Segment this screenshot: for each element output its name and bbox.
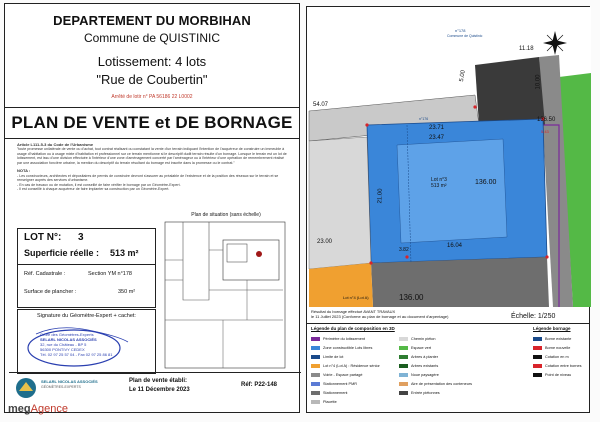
legend-swatch bbox=[399, 382, 408, 386]
signature-title: Signature du Géomètre-Expert + cachet: bbox=[37, 313, 136, 319]
legend-swatch bbox=[311, 364, 320, 368]
legend-label: Périmètre du lotissement bbox=[323, 336, 365, 341]
legend-swatch bbox=[399, 373, 408, 377]
company-logo-icon bbox=[15, 377, 37, 399]
date-label: Plan de vente établi: bbox=[129, 378, 188, 384]
legend-label: Zone constructible Lots libres bbox=[323, 345, 373, 350]
lot-3-constructible-zone bbox=[397, 139, 507, 243]
company-sub: GÉOMÈTRES-EXPERTS bbox=[41, 385, 81, 389]
commune-title: Commune de QUISTINIC bbox=[83, 31, 221, 45]
bornage-note-2: le 11 Juillet 2023 (Conforme au plan de bornage et au document d'arpentage) bbox=[311, 314, 449, 319]
dimension-3-82: 3.82 bbox=[399, 247, 409, 253]
legend-item bbox=[399, 379, 529, 388]
lot-3-label: Lot n°3 bbox=[431, 177, 447, 183]
legend-swatch bbox=[533, 364, 542, 368]
bornage-note-1: Résultat du bornage effectué AVANT TRAVAUX bbox=[311, 309, 396, 314]
divider bbox=[5, 138, 299, 139]
legend-item bbox=[533, 343, 589, 352]
divider bbox=[9, 372, 301, 373]
dimension-23-71: 23.71 bbox=[429, 125, 445, 131]
lot-3-area-label: 513 m² bbox=[431, 183, 447, 189]
legend-swatch bbox=[311, 382, 320, 386]
legend-label: Espace vert bbox=[411, 345, 432, 350]
divider bbox=[18, 264, 155, 265]
legend-label: Voirie - Espace partagé bbox=[323, 372, 363, 377]
legend-label: Cotation entre bornes bbox=[545, 363, 582, 368]
stamp-text bbox=[40, 332, 113, 357]
divider bbox=[5, 107, 299, 108]
lotissement-title: Lotissement: 4 lots bbox=[97, 54, 207, 69]
department-title: DEPARTEMENT DU MORBIHAN bbox=[53, 13, 251, 28]
dimension-5-43: 5.43 bbox=[541, 129, 549, 134]
legend-label: Stationnement PMR bbox=[323, 381, 357, 386]
legend-item bbox=[311, 388, 395, 397]
legend-swatch bbox=[399, 346, 408, 350]
signature-box bbox=[17, 309, 156, 374]
boundary-marker bbox=[369, 261, 372, 264]
nota-1: - Les constructeurs, architectes et dépositaires de permis de construire devront s'assurer au préalable de l'existence et de la position des réseaux sur le terrain et se renseigner auprès des services d'urbanisme. bbox=[17, 173, 279, 183]
nota-3: - Il est conseillé à chaque acquéreur de faire implanter sa construction par un Géomètre-Expert. bbox=[17, 187, 170, 192]
superficie-value: 513 m² bbox=[110, 248, 139, 258]
legend-item bbox=[311, 397, 395, 406]
legal-article: Article L111-5-3 du Code de l'Urbanisme bbox=[17, 142, 94, 147]
dimension-136-50: 136.50 bbox=[537, 117, 556, 123]
legal-paragraph: "toute promesse unilatérale de vente ou d'achat, tout contrat réalisant ou constatant la vente d'un terrain indiquant l'intention de l'acquéreur de construire un immeuble à usage d'habitation ou à usage mixte d'habitation et professionnel sur ce terrain mentionne si le descriptif dudit terrain résulte d'un bornage. Lorsque le terrain est un lot de lotissement, est issu d'une division effectuée à l'intérieur d'une zone d'aménagement concerté par l'aménageur ou à l'intérieur d'une opération de remembrement réalisé par une association foncière urbaine, la mention du descriptif du terrain résultant du bornage est inscrite dans la promesse ou le contrat." bbox=[17, 147, 287, 165]
title-panel bbox=[4, 3, 300, 413]
legend-item bbox=[311, 379, 395, 388]
legend-item bbox=[399, 388, 529, 397]
dimension-21-00: 21.00 bbox=[377, 188, 384, 204]
company-name: SELARL NICOLAS ASSOCIÉS bbox=[41, 379, 98, 384]
boundary-marker bbox=[545, 255, 548, 258]
superficie-label: Superficie réelle : bbox=[24, 248, 100, 258]
lot-4-label: Lot n°4 (Lot A) bbox=[343, 295, 369, 300]
dimension-23-00: 23.00 bbox=[317, 239, 333, 245]
bornage-note bbox=[311, 309, 448, 319]
plan-panel bbox=[306, 6, 590, 413]
scale-label: Échelle: 1/250 bbox=[511, 313, 556, 320]
lot-number: 3 bbox=[78, 232, 84, 243]
boundary-marker bbox=[365, 123, 368, 126]
lot-grey-band bbox=[309, 137, 371, 269]
legend-item bbox=[533, 334, 589, 343]
legend-item bbox=[533, 361, 589, 370]
plancher-value: 350 m² bbox=[118, 289, 136, 295]
legend-swatch bbox=[533, 346, 542, 350]
legend-label: Arbres existants bbox=[411, 363, 439, 368]
legend-label: Noue paysagère bbox=[411, 372, 439, 377]
divider bbox=[307, 323, 589, 324]
stamp-line-3: 32, rue du Château - BP 5 bbox=[40, 342, 87, 347]
legend-label: Stationnement bbox=[323, 390, 348, 395]
legend-item bbox=[399, 343, 529, 352]
situation-map-drawing bbox=[163, 220, 289, 370]
parcel-label-mid: n°176 bbox=[419, 117, 429, 121]
legend-swatch bbox=[311, 337, 320, 341]
legend-swatch bbox=[311, 373, 320, 377]
legend-swatch bbox=[399, 391, 408, 395]
legal-text bbox=[17, 143, 289, 191]
plan-title: PLAN DE VENTE et DE BORNAGE bbox=[11, 113, 293, 132]
legend-item bbox=[533, 352, 589, 361]
parcel-commune: Commune de Quistinic bbox=[447, 34, 483, 38]
parcel-label-top: n°178 bbox=[455, 28, 466, 33]
legend-swatch bbox=[533, 355, 542, 359]
legend-label: Chemin piéton bbox=[411, 336, 436, 341]
stamp-line-5: Tél. 02 97 25 57 04 - Fax 02 97 25 86 81 bbox=[40, 352, 113, 357]
legend-swatch bbox=[311, 391, 320, 395]
situation-map-title: Plan de situation (sans échelle) bbox=[191, 212, 261, 218]
legend-swatch bbox=[533, 337, 542, 341]
watermark-logo bbox=[8, 403, 68, 415]
nota-title: NOTA : bbox=[17, 168, 31, 174]
legend-label: Entrée piétonnes bbox=[411, 390, 440, 395]
lot-label: LOT N°: bbox=[24, 232, 62, 243]
legend-label: Aire de présentation des conteneurs bbox=[411, 381, 473, 386]
legend-swatch bbox=[399, 355, 408, 359]
legend-label: Borne existante bbox=[545, 336, 572, 341]
legend-item bbox=[399, 352, 529, 361]
legend-label: Point de niveau bbox=[545, 372, 572, 377]
watermark-agence: Agence bbox=[30, 403, 68, 415]
legend-label: Arbres à planter bbox=[411, 354, 439, 359]
stamp-line-4: 56300 PONTIVY CEDEX bbox=[40, 347, 85, 352]
lot-4-area-label: 136.00 bbox=[399, 293, 424, 302]
legend-swatch bbox=[399, 364, 408, 368]
boundary-marker bbox=[473, 105, 476, 108]
legend-item bbox=[311, 370, 395, 379]
legend-column-middle bbox=[399, 334, 529, 397]
legend-label: Placette bbox=[323, 399, 337, 404]
ref-label: Réf. Cadastrale : bbox=[24, 271, 66, 277]
legend-label: Borne nouvelle bbox=[545, 345, 571, 350]
legend-column-left bbox=[311, 334, 395, 406]
dimension-16-04: 16.04 bbox=[447, 243, 463, 249]
legend-item bbox=[311, 352, 395, 361]
dimension-136-00: 136.00 bbox=[475, 179, 497, 186]
arrete-note: Arrêté de lotir n° PA 56186 22 L0002 bbox=[111, 94, 193, 100]
dimension-11-18: 11.18 bbox=[519, 46, 534, 52]
legend-item bbox=[533, 370, 589, 379]
stamp-line-2: SELARL NICOLAS ASSOCIÉS bbox=[40, 337, 97, 342]
nota-2: - En cas de travaux ou de mutation, il est conseillé de faire vérifier le bornage par un Géomètre-Expert. bbox=[17, 182, 181, 187]
legend-swatch bbox=[399, 337, 408, 341]
reference-number: Réf: P22-148 bbox=[241, 382, 278, 388]
legend-swatch bbox=[533, 373, 542, 377]
composition-legend-title: Légende du plan de composition en 3D bbox=[311, 326, 395, 331]
dimension-5-00: 5.00 bbox=[458, 69, 467, 83]
legend-item bbox=[399, 334, 529, 343]
plancher-label: Surface de plancher : bbox=[24, 289, 77, 295]
legend-item bbox=[311, 343, 395, 352]
legend-label: Lot n°4 (Lot A) : Résidence sénior bbox=[323, 363, 380, 368]
dimension-23-47: 23.47 bbox=[429, 135, 445, 141]
legend-item bbox=[399, 361, 529, 370]
dimension-10-00: 10.00 bbox=[535, 74, 542, 90]
legend-item bbox=[311, 361, 395, 370]
legend-item bbox=[399, 370, 529, 379]
stamp-line-1: Ordre des Géomètres-Experts bbox=[40, 332, 94, 337]
bornage-plan bbox=[307, 7, 591, 307]
legend-item bbox=[311, 334, 395, 343]
legend-swatch bbox=[311, 355, 320, 359]
date-value: Le 11 Décembre 2023 bbox=[129, 387, 190, 393]
lot-info-box bbox=[17, 228, 156, 308]
bornage-legend-title: Légende bornage bbox=[533, 326, 571, 331]
legend-label: Limite de lot bbox=[323, 354, 344, 359]
watermark-meg: meg bbox=[8, 403, 31, 415]
site-location-marker bbox=[256, 251, 262, 257]
legend-label: Cotation en m bbox=[545, 354, 569, 359]
boundary-marker bbox=[405, 255, 408, 258]
ref-value: Section YM n°178 bbox=[88, 271, 132, 277]
legend-swatch bbox=[311, 400, 320, 404]
situation-map bbox=[163, 212, 289, 372]
legend-swatch bbox=[311, 346, 320, 350]
street-title: "Rue de Coubertin" bbox=[96, 72, 208, 87]
existing-building bbox=[475, 57, 545, 125]
dimension-54-07: 54.07 bbox=[313, 102, 329, 108]
legend-column-right bbox=[533, 334, 589, 379]
